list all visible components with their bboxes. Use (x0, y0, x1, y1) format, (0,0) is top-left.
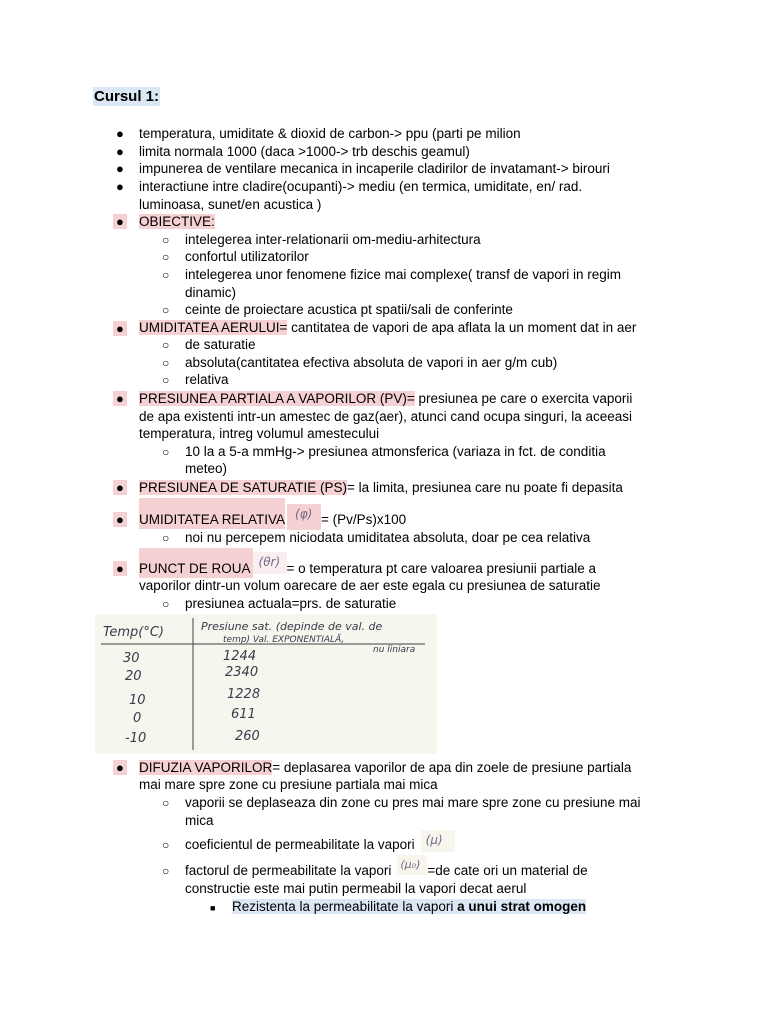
list-item: temperatura, umiditate & dioxid de carbon-> ppu (parti pe milion (139, 126, 521, 141)
list-item (139, 479, 623, 497)
bullet-icon: ● (113, 480, 127, 495)
table-cell-pres: 611 (231, 707, 256, 722)
list-item (139, 319, 636, 337)
circle-bullet-icon: ○ (162, 864, 170, 878)
circle-bullet-icon: ○ (162, 445, 170, 459)
list-item: confortul utilizatorilor (185, 249, 309, 264)
definition-text: presiunea pe care o exercita vaporii (414, 391, 633, 406)
list-item: presiunea actuala=prs. de saturatie (185, 596, 397, 611)
list-item-continuation: de apa existenti intr-un amestec de gaz(aer), atunci cand ocupa singuri, la aceeasi (139, 409, 633, 424)
table-cell-temp: 30 (123, 651, 140, 666)
formula-text: = (Pv/Ps)x100 (321, 512, 407, 527)
list-item: intelegerea unor fenomene fizice mai complexe( transf de vapori in regim (185, 267, 621, 282)
list-item: ceinte de proiectare acustica pt spatii/sali de conferinte (185, 302, 513, 317)
circle-bullet-icon: ○ (162, 356, 170, 370)
list-item-continuation: constructie este mai putin permeabil la vapori decat aerul (185, 881, 527, 896)
circle-bullet-icon: ○ (162, 373, 170, 387)
page-title: Cursul 1: (94, 88, 160, 105)
table-cell-pres: 2340 (225, 665, 259, 680)
list-item-continuation: meteo) (185, 461, 228, 476)
definition-text: = o temperatura pt care valoarea presiunii partiale a (286, 561, 597, 576)
circle-bullet-icon: ○ (162, 303, 170, 317)
definition-text: cantitatea de vapori de apa aflata la un moment dat in aer (287, 320, 637, 335)
circle-bullet-icon: ○ (162, 597, 170, 611)
bullet-icon: ● (113, 512, 127, 527)
circle-bullet-icon: ○ (162, 338, 170, 352)
list-item: limita normala 1000 (daca >1000-> trb deschis geamul) (139, 144, 470, 159)
list-item-continuation: mai mare spre zone cu presiune partiala mai mica (139, 777, 438, 792)
handwritten-symbol: (μ) (421, 830, 455, 852)
list-item-continuation: dinamic) (185, 285, 237, 300)
section-label: UMIDITATEA RELATIVA (139, 498, 285, 529)
section-label: PUNCT DE ROUA (139, 548, 253, 578)
circle-bullet-icon: ○ (162, 268, 170, 282)
bullet-icon: ● (113, 214, 127, 229)
section-label: DIFUZIA VAPORILOR (139, 760, 273, 775)
list-item: coeficientul de permeabilitate la vapori (μ) (185, 826, 455, 854)
list-item (139, 759, 631, 777)
section-label: OBIECTIVE: (139, 214, 215, 229)
circle-bullet-icon: ○ (162, 531, 170, 545)
table-header-pres: nu liniara (373, 645, 416, 655)
section-label: PRESIUNEA PARTIALA A VAPORILOR (PV)= (139, 391, 415, 406)
bullet-icon: ● (113, 391, 127, 406)
handwritten-symbol: (φ) (287, 504, 321, 530)
table-cell-temp: 20 (125, 669, 142, 684)
circle-bullet-icon: ○ (162, 796, 170, 810)
circle-bullet-icon: ○ (162, 838, 170, 852)
table-cell-temp: 10 (129, 693, 146, 708)
table-cell-pres: 260 (235, 729, 260, 744)
table-cell-temp: 0 (133, 711, 142, 726)
list-item: intelegerea inter-relationarii om-mediu-arhitectura (185, 232, 481, 247)
list-item-continuation: vaporilor dintr-un volum oarecare de aer este egala cu presiunea de saturatie (139, 578, 601, 593)
list-item: noi nu percepem niciodata umiditatea absoluta, doar pe cea relativa (185, 530, 591, 545)
table-header-temp: Temp(°C) (103, 625, 164, 640)
list-item (139, 548, 596, 578)
list-item: vaporii se deplaseaza din zone cu pres mai mare spre zone cu presiune mai (185, 795, 641, 810)
list-item: impunerea de ventilare mecanica in incaperile cladirilor de invatamant-> birouri (139, 161, 610, 176)
section-label: UMIDITATEA AERULUI= (139, 320, 288, 335)
list-item (139, 498, 406, 528)
bullet-icon: ● (113, 321, 127, 336)
list-item: relativa (185, 372, 229, 387)
table-header-pres: temp) Val. EXPONENTIALĂ, (223, 635, 345, 645)
table-cell-pres: 1228 (227, 687, 261, 702)
bullet-icon: ● (113, 760, 127, 775)
list-item: 10 la a 5-a mmHg-> presiunea atmonsferica (variaza in fct. de conditia (185, 444, 606, 459)
list-item (139, 390, 632, 408)
section-label: PRESIUNEA DE SATURATIE (PS) (139, 480, 348, 495)
circle-bullet-icon: ○ (162, 250, 170, 264)
circle-bullet-icon: ○ (162, 233, 170, 247)
list-item: Rezistenta la permeabilitate la vapori a unui strat omogen (232, 899, 587, 914)
table-cell-temp: -10 (125, 731, 147, 746)
handwritten-symbol: (θr) (253, 552, 287, 574)
list-item: interactiune intre cladire(ocupanti)-> mediu (en termica, umiditate, en/ rad. (139, 179, 583, 194)
table-cell-pres: 1244 (223, 649, 257, 664)
handwritten-symbol: (μ₀) (397, 855, 427, 875)
definition-text: = deplasarea vaporilor de apa din zoele de presiune partiala (272, 760, 632, 775)
bullet-icon: ● (116, 179, 124, 194)
list-item: de saturatie (185, 337, 256, 352)
bullet-icon: ● (116, 144, 124, 159)
list-item: absoluta(cantitatea efectiva absoluta de vapori in aer g/m cub) (185, 355, 558, 370)
list-item-continuation: mica (185, 813, 214, 828)
list-item-continuation: luminoasa, sunet/en acustica ) (139, 197, 322, 212)
handwritten-table-image (95, 614, 437, 754)
bullet-icon: ● (113, 561, 127, 576)
list-item: factorul de permeabilitate la vapori (μ₀) =de cate ori un material de (185, 853, 588, 881)
list-item-continuation: temperatura, intreg volumul amestecului (139, 426, 380, 441)
table-header-pres: Presiune sat. (depinde de val. de (201, 620, 383, 633)
square-bullet-icon: ■ (210, 903, 216, 913)
bullet-icon: ● (116, 126, 124, 141)
bullet-icon: ● (116, 161, 124, 176)
definition-text: = la limita, presiunea care nu poate fi depasita (347, 480, 623, 495)
